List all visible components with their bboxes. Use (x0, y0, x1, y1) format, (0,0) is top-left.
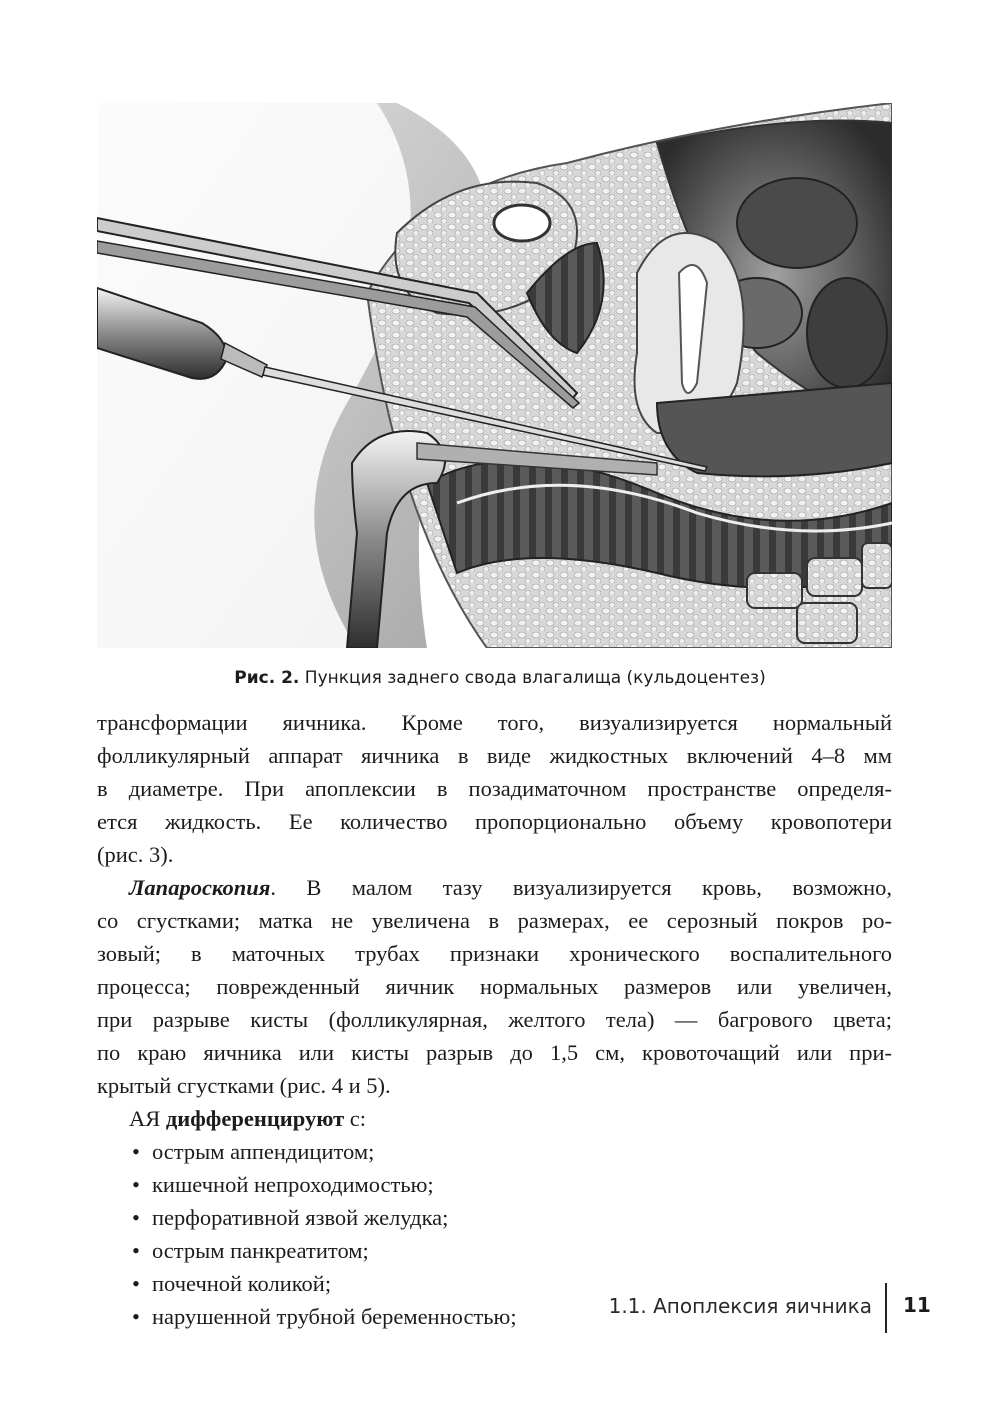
laparoscopy-term: Лапароскопия (129, 875, 271, 900)
culdocentesis-illustration (97, 103, 892, 648)
paragraph1-line: трансформации яичника. Кроме того, визуализируется нормальный (97, 710, 892, 735)
list-item: • нарушенной трубной беременностью; (97, 1300, 892, 1333)
paragraph1-line: ется жидкость. Ее количество пропорционально объему кровопотери (97, 809, 892, 834)
paragraph2-line: процесса; поврежденный яичник нормальных размеров или увеличен, (97, 974, 892, 999)
paragraph1-line: фолликулярный аппарат яичника в виде жидкостных включений 4–8 мм (97, 743, 892, 768)
paragraph2-line: по краю яичника или кисты разрыв до 1,5 см, кровоточащий или при- (97, 1040, 892, 1065)
paragraph2-line: крытый сгустками (рис. 4 и 5). (97, 1073, 391, 1098)
paragraph2-line: при разрыве кисты (фолликулярная, желтого тела) — багрового цвета; (97, 1007, 892, 1032)
running-footer-title: 1.1. Апоплексия яичника (608, 1294, 872, 1318)
paragraph2-line: зовый; в маточных трубах признаки хронического воспалительного (97, 941, 892, 966)
body-text (97, 706, 892, 1333)
anatomy-drawing (97, 103, 892, 648)
page-number: 11 (903, 1293, 931, 1317)
differential-intro (97, 1102, 892, 1135)
caption-text: Пункция заднего свода влагалища (кульдоцентез) (299, 668, 766, 688)
paragraph1-line: (рис. 3). (97, 842, 174, 867)
list-item: • кишечной непроходимостью; (97, 1168, 892, 1201)
figure-caption (0, 668, 1000, 688)
paragraph1-line: в диаметре. При апоплексии в позадиматочном пространстве определя- (97, 776, 892, 801)
footer-divider (885, 1283, 887, 1333)
list-item: • почечной коликой; (97, 1267, 892, 1300)
differential-keyword: дифференцируют (165, 1106, 345, 1131)
list-item: • острым панкреатитом; (97, 1234, 892, 1267)
paragraph2-first-line (97, 871, 892, 904)
paragraph2-first-line-rest: . В малом тазу визуализируется кровь, возможно, (270, 875, 892, 900)
list-item: • перфоративной язвой желудка; (97, 1201, 892, 1234)
list-item: • острым аппендицитом; (97, 1135, 892, 1168)
caption-label: Рис. 2. (234, 668, 300, 688)
paragraph2-line: со сгустками; матка не увеличена в размерах, ее серозный покров ро- (97, 908, 892, 933)
urethra-section (494, 205, 550, 241)
differential-suffix: с: (344, 1106, 367, 1131)
differential-prefix: АЯ (129, 1106, 166, 1131)
